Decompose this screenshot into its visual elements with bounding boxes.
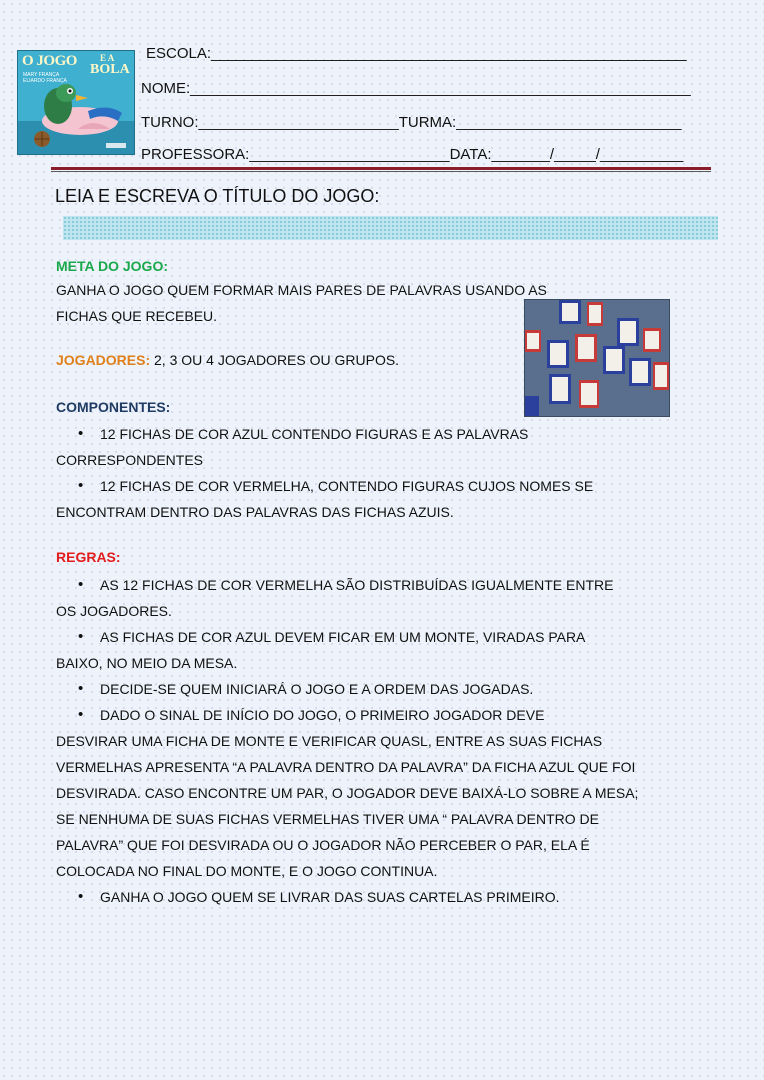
bullet-text: • DADO O SINAL DE INÍCIO DO JOGO, O PRIMEIRO JOGADOR DEVE: [100, 702, 544, 728]
header-divider-thin: [51, 171, 711, 172]
game-cards-photo: [524, 299, 670, 417]
cover-title-bola: BOLA: [90, 62, 130, 77]
turno-turma-field[interactable]: TURNO:________________________TURMA:___________________________: [141, 114, 682, 131]
jogadores-text: 2, 3 OU 4 JOGADORES OU GRUPOS.: [150, 352, 400, 368]
bullet-text: • 12 FICHAS DE COR VERMELHA, CONTENDO FIGURAS CUJOS NOMES SE: [100, 473, 593, 499]
cover-title: O JOGO: [22, 53, 77, 69]
cover-title-small: E A: [100, 53, 115, 63]
list-item-continuation: BAIXO, NO MEIO DA MESA.: [56, 655, 238, 671]
escola-field[interactable]: ESCOLA:_________________________________________________________: [146, 45, 687, 62]
list-item: [56, 624, 746, 650]
nome-field[interactable]: NOME:____________________________________________________________: [141, 80, 691, 97]
list-item: [56, 676, 746, 702]
list-item-continuation: ENCONTRAM DENTRO DAS PALAVRAS DAS FICHAS AZUIS.: [56, 504, 454, 520]
header-divider: [51, 167, 711, 170]
cards-photo-art: [525, 300, 669, 416]
bullet-text: • GANHA O JOGO QUEM SE LIVRAR DAS SUAS CARTELAS PRIMEIRO.: [100, 884, 560, 910]
list-item-continuation: DESVIRADA. CASO ENCONTRE UM PAR, O JOGADOR DEVE BAIXÁ-LO SOBRE A MESA;: [56, 785, 639, 801]
bullet-text: • DECIDE-SE QUEM INICIARÁ O JOGO E A ORDEM DAS JOGADAS.: [100, 676, 533, 702]
bullet-text: • 12 FICHAS DE COR AZUL CONTENDO FIGURAS E AS PALAVRAS: [100, 421, 528, 447]
list-item: [56, 473, 736, 499]
meta-line: FICHAS QUE RECEBEU.: [56, 308, 218, 324]
regras-list: [56, 572, 746, 910]
professora-data-field[interactable]: PROFESSORA:________________________DATA:_______/_____/__________: [141, 146, 684, 163]
list-item-continuation: PALAVRA” QUE FOI DESVIRADA OU O JOGADOR NÃO PERCEBER O PAR, ELA É: [56, 837, 590, 853]
list-item-continuation: DESVIRAR UMA FICHA DE MONTE E VERIFICAR QUASL, ENTRE AS SUAS FICHAS: [56, 733, 603, 749]
bullet-text: • AS FICHAS DE COR AZUL DEVEM FICAR EM UM MONTE, VIRADAS PARA: [100, 624, 585, 650]
list-item: [56, 884, 746, 910]
jogadores-label: JOGADORES:: [56, 352, 151, 368]
meta-heading: META DO JOGO:: [56, 258, 168, 274]
bullet-text: • AS 12 FICHAS DE COR VERMELHA SÃO DISTRIBUÍDAS IGUALMENTE ENTRE: [100, 572, 613, 598]
title-answer-box[interactable]: [63, 216, 718, 240]
jogadores-heading: [56, 352, 399, 368]
list-item: [56, 702, 746, 728]
book-cover-image: [17, 50, 135, 155]
list-item-continuation: SE NENHUMA DE SUAS FICHAS VERMELHAS TIVER UMA “ PALAVRA DENTRO DE: [56, 811, 600, 827]
title-instruction: LEIA E ESCREVA O TÍTULO DO JOGO:: [55, 186, 380, 206]
componentes-heading: COMPONENTES:: [56, 399, 171, 415]
regras-heading: REGRAS:: [56, 549, 121, 565]
list-item: [56, 421, 736, 447]
meta-text: [56, 277, 547, 329]
list-item-continuation: CORRESPONDENTES: [56, 452, 204, 468]
meta-line: GANHA O JOGO QUEM FORMAR MAIS PARES DE PALAVRAS USANDO AS: [56, 282, 547, 298]
cover-authors: MARY FRANÇA ELIARDO FRANÇA: [23, 72, 67, 84]
componentes-list: [56, 421, 736, 525]
list-item-continuation: OS JOGADORES.: [56, 603, 172, 619]
list-item: [56, 572, 746, 598]
list-item-continuation: VERMELHAS APRESENTA “A PALAVRA DENTRO DA PALAVRA” DA FICHA AZUL QUE FOI: [56, 759, 636, 775]
list-item-continuation: COLOCADA NO FINAL DO MONTE, E O JOGO CONTINUA.: [56, 863, 438, 879]
